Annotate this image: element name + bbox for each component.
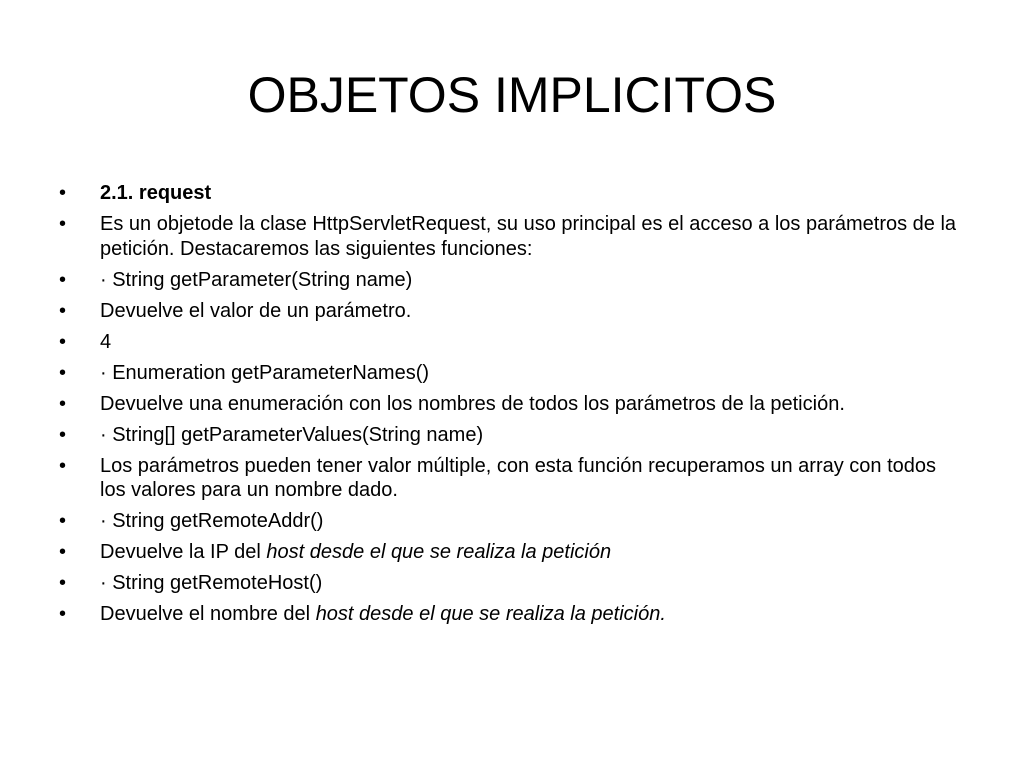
- list-item: [58, 454, 958, 503]
- list-item: [58, 299, 958, 324]
- bullet-dot: •: [59, 572, 67, 594]
- item-text: Devuelve el nombre del: [100, 603, 316, 625]
- list-item: [58, 268, 958, 293]
- item-text: · Enumeration getParameterNames(): [100, 361, 430, 384]
- item-text: · String[] getParameterValues(String name): [100, 423, 484, 446]
- list-item: [58, 540, 958, 565]
- list-item: [58, 361, 958, 386]
- item-text: · String getParameter(String name): [100, 268, 413, 291]
- bullet-dot: •: [59, 213, 67, 235]
- item-text: Los parámetros pueden tener valor múltiple, con esta función recuperamos un array con todos los valores para un nombre dado.: [100, 454, 937, 501]
- item-text: Devuelve el valor de un parámetro.: [100, 299, 412, 322]
- list-item: [58, 571, 958, 596]
- bullet-dot: •: [59, 603, 67, 625]
- bullet-list: [58, 181, 958, 633]
- bullet-dot: •: [59, 361, 67, 384]
- slide-title: OBJETOS IMPLICITOS: [247, 67, 777, 123]
- item-text: 4: [100, 330, 112, 353]
- bullet-dot: •: [59, 423, 67, 446]
- bullet-dot: •: [59, 510, 67, 532]
- item-text: · String getRemoteHost(): [100, 572, 323, 594]
- item-text: Devuelve una enumeración con los nombres de todos los parámetros de la petición.: [100, 392, 845, 415]
- list-item: [58, 330, 958, 355]
- list-item: [58, 212, 958, 261]
- bullet-dot: •: [59, 299, 67, 322]
- list-item: [58, 602, 958, 627]
- bullet-dot: •: [59, 454, 67, 477]
- bullet-dot: •: [59, 268, 67, 291]
- list-item: [58, 509, 958, 534]
- item-text-italic: host desde el que se realiza la petición.: [315, 603, 666, 625]
- bullet-dot: •: [59, 392, 67, 415]
- item-text-italic: host desde el que se realiza la petición: [266, 541, 612, 563]
- list-item: [58, 392, 958, 417]
- item-text: Devuelve la IP del: [100, 541, 267, 563]
- section-heading: 2.1. request: [100, 182, 212, 204]
- bullet-dot: •: [59, 541, 67, 563]
- list-item: [58, 423, 958, 448]
- bullet-dot: •: [59, 330, 67, 353]
- list-item: [58, 181, 958, 206]
- bullet-dot: •: [59, 182, 67, 204]
- item-text: · String getRemoteAddr(): [100, 510, 324, 532]
- item-text: Es un objetode la clase HttpServletRequest, su uso principal es el acceso a los parámetros de la petición. Destacaremos las siguientes funciones:: [100, 213, 957, 260]
